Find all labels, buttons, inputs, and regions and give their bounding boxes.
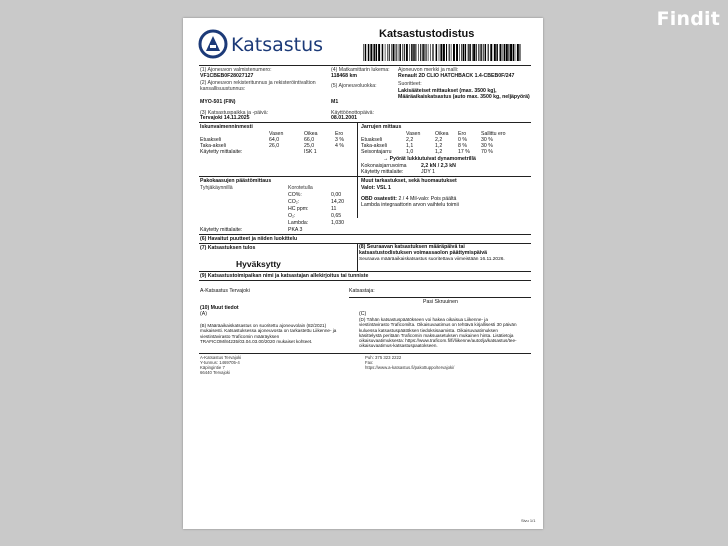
barcode-bar (465, 44, 467, 61)
barcode-bar (363, 44, 364, 61)
brake-cell: 30 % (481, 143, 493, 149)
barcode-bar (461, 44, 462, 61)
brake-row-label: Etuakseli (361, 137, 383, 143)
footer-left-3: Käpingintie 7 (200, 365, 225, 370)
barcode-bar (418, 44, 419, 61)
field-8-value: Seuraava määräaikaiskatsastus suoritettava viimeistään 16.11.2026. (359, 257, 505, 262)
footer-left-4: 66440 Tervajoki (200, 370, 231, 375)
barcode-bar (376, 44, 378, 61)
barcode-bar (483, 44, 484, 61)
barcode-bar (428, 44, 429, 61)
barcode-bar (368, 44, 370, 61)
barcode-bar (513, 44, 515, 61)
usage-value: Lakisääteiset mittaukset (max. 3500 kg), Määräaikaiskatsastus (auto max. 3500 kg, neljäpyörä) (398, 88, 530, 100)
barcode-bar (459, 44, 460, 61)
footer-right-1: Puh: 375 323 2222 (365, 355, 402, 360)
barcode-bar (399, 44, 401, 61)
field-10-title: (10) Muut tiedot (200, 305, 239, 311)
brake-cell: 1,0 (406, 149, 414, 155)
barcode-bar (472, 44, 473, 61)
barcode-bar (443, 44, 445, 61)
barcode-bar (496, 44, 498, 61)
barcode-bar (373, 44, 375, 61)
field-2-value: MYO-501 (FIN) (200, 99, 236, 105)
shock-row-left: 64,0 (269, 137, 280, 143)
shock-row-left: 26,0 (269, 143, 280, 149)
barcode-bar (420, 44, 421, 61)
barcode-bar (398, 44, 399, 61)
shock-row-right: 66,0 (304, 137, 315, 143)
barcode-bar (409, 44, 410, 61)
emission-sub2: Korotetulla (288, 185, 313, 191)
other-valot: Valot: VSL 1 (361, 185, 391, 191)
brake-cell: 70 % (481, 149, 493, 155)
barcode (363, 44, 523, 61)
barcode-bar (494, 44, 496, 61)
barcode-bar (468, 44, 469, 61)
logo-text: Katsastus (231, 34, 324, 56)
shock-row-diff: 4 % (335, 143, 344, 149)
barcode-bar (473, 44, 475, 61)
brake-col: Ero (458, 131, 467, 137)
emission-row-label: CO₂: (288, 199, 300, 205)
emission-sub: Tyhjäkäynnillä (200, 185, 233, 191)
field-3-label: (3) Katsastuspaikka ja -päivä: (200, 110, 269, 116)
barcode-bar (406, 44, 408, 61)
shock-row-right: 25,0 (304, 143, 315, 149)
field-5-label: (5) Ajoneuvoluokka: (331, 83, 377, 89)
emission-row-value: 1,030 (331, 220, 344, 226)
brake-device-value: JDY 1 (421, 169, 436, 175)
emission-row-value: 14,20 (331, 199, 344, 205)
barcode-bar (391, 44, 392, 61)
emission-row-value: 11 (331, 206, 337, 212)
barcode-bar (436, 44, 438, 61)
brake-cell: 1,1 (406, 143, 414, 149)
barcode-bar (463, 44, 464, 61)
shock-title: Iskunvaimenninmesti (200, 124, 253, 130)
barcode-bar (456, 44, 458, 61)
result-value: Hyväksytty (236, 259, 281, 269)
shock-col-diff: Ero (335, 131, 344, 137)
brake-note: → Pyörät lukkiutuivat dynamometrillä (383, 156, 476, 162)
footer-left-1: A-Katsastus Tervajoki (200, 355, 242, 360)
barcode-bar (519, 44, 520, 61)
barcode-bar (469, 44, 471, 61)
barcode-bar (413, 44, 415, 61)
barcode-bar (490, 44, 492, 61)
station-name: A-Katsastus Tervajoki (200, 288, 250, 294)
brake-total-value: 2,2 kN / 2,3 kN (421, 163, 456, 169)
field-3-value: Tervajoki 14.11.2025 (200, 115, 250, 121)
findit-logo[interactable]: Findit (656, 8, 720, 30)
brake-col: Vasen (406, 131, 421, 137)
barcode-bar (382, 44, 384, 61)
shock-col-left: Vasen (269, 131, 284, 137)
make-value: Renault 2D CLIO HATCHBACK 1.4-CBEB0F/247 (398, 73, 515, 79)
emission-row-label: CO%: (288, 192, 302, 198)
field-6-title: (6) Havaitut puutteet ja niiden luokittelu (200, 236, 298, 242)
brake-cell: 30 % (481, 137, 493, 143)
make-label: Ajoneuvon merkki ja malli: (398, 67, 459, 73)
barcode-bar (504, 44, 506, 61)
shock-row-label: Etuakseli (200, 137, 222, 143)
barcode-bar (415, 44, 416, 61)
barcode-bar (440, 44, 442, 61)
brake-cell: 1,2 (435, 149, 443, 155)
obd-value: 2 / 4 Mil-valo: Pois päältä (398, 196, 457, 202)
shock-device-value: ISK 1 (304, 149, 317, 155)
usage-label: Suoritteet: (398, 81, 422, 87)
barcode-bar (432, 44, 433, 61)
barcode-bar (449, 44, 450, 61)
barcode-bar (411, 44, 413, 61)
barcode-bar (404, 44, 405, 61)
barcode-bar (515, 44, 516, 61)
brake-col: Sallittu ero (481, 131, 506, 137)
brake-row-label: Seisontajarru (361, 149, 392, 155)
barcode-bar (446, 44, 447, 61)
barcode-bar (433, 44, 434, 61)
barcode-bar (500, 44, 502, 61)
emission-row-label: O₂: (288, 213, 296, 219)
field-1-label: (1) Ajoneuvon valmistenumero: (200, 67, 272, 73)
barcode-bar (488, 44, 489, 61)
barcode-bar (422, 44, 424, 61)
brake-device-label: Käytetty mittalaite: (361, 169, 404, 175)
barcode-bar (396, 44, 397, 61)
brake-cell: 8 % (458, 143, 467, 149)
inspector-name: Pasi Skruuinen (423, 299, 458, 305)
shock-device-label: Käytetty mittalaite: (200, 149, 243, 155)
brake-col: Oikea (435, 131, 449, 137)
page-number: Sivu 1/1 (521, 518, 536, 523)
shock-col-right: Oikea (304, 131, 318, 137)
barcode-bar (503, 44, 504, 61)
barcode-bar (508, 44, 509, 61)
barcode-bar (424, 44, 425, 61)
certificate-page (183, 18, 543, 529)
emission-device-label: Käytetty mittalaite: (200, 227, 243, 233)
brake-row-label: Taka-akseli (361, 143, 387, 149)
barcode-bar (476, 44, 477, 61)
obd-note: Lambda integraattorin arvon vaihtelu toimii (361, 202, 459, 208)
emission-row-label: HC ppm: (288, 206, 309, 212)
footer-left-2: Y-tunnus: 1469705-4 (200, 360, 240, 365)
brake-cell: 1,2 (435, 143, 443, 149)
emission-title: Pakokaasujen päästömittaus (200, 178, 272, 184)
footer-right-2: Fax: (365, 360, 374, 365)
barcode-bar (451, 44, 452, 61)
barcode-bar (510, 44, 512, 61)
barcode-bar (393, 44, 395, 61)
inspector-label: Katsastaja: (349, 288, 375, 294)
shock-row-label: Taka-akseli (200, 143, 226, 149)
katsastus-logo-icon (198, 29, 228, 59)
field-4-value: 118468 km (331, 73, 357, 79)
barcode-bar (365, 44, 367, 61)
page-title: Katsastustodistus (379, 28, 475, 40)
field-10-d: (D) Tähän katsastuspäätökseen voi hakea oikaisua Liikenne- ja viestintävirasto Traficomilta. Oikaisuvaatimus on tehtävä kirjallisesti 30 päivän kuluessa katsastuspäätöksen tiedoksisaamista. Oikaisuvaatimuksen käsittelystä peritään Traficomin maksuasetuksen mukainen hinta. Lisätietoja oikaisuvaatimuksesta: https://www.traficom.fi/fi/liikenne/autot/ja/katsastus/tee-oikaisuvaatimus-katsastuspaatokseen. (359, 317, 517, 349)
barcode-bar (378, 44, 380, 61)
field-10-c: (C) (359, 311, 367, 317)
barcode-bar (481, 44, 482, 61)
emission-row-label: Lambda: (288, 220, 309, 226)
barcode-bar (485, 44, 486, 61)
field-5-value: M1 (331, 99, 339, 105)
emission-row-value: 0,65 (331, 213, 342, 219)
barcode-bar (480, 44, 481, 61)
field-10-a: (A) (200, 311, 207, 317)
commission-value: 08.01.2001 (331, 115, 357, 121)
barcode-bar (430, 44, 431, 61)
field-9-title: (9) Katsastustoimipaikan nimi ja katsastajan allekirjoitus tai tunniste (200, 273, 369, 279)
barcode-bar (478, 44, 479, 61)
brake-total-label: Kokonaisjarruvoima (361, 163, 407, 169)
other-title: Muut tarkastukset, sekä huomautukset (361, 178, 457, 184)
field-8-title: (8) Seuraavan katsastuksen määräpäivä tai katsastustodistuksen voimassaolon päättymispäivä (359, 244, 488, 256)
barcode-bar (387, 44, 388, 61)
commission-label: Käyttöönottopäivä: (331, 110, 374, 116)
footer-right-3: https://www.a-katsastus.fi/pakottuppo/tervajoki/ (365, 365, 455, 370)
barcode-bar (389, 44, 390, 61)
barcode-bar (385, 44, 386, 61)
barcode-bar (517, 44, 519, 61)
barcode-bar (453, 44, 455, 61)
brake-cell: 2,2 (435, 137, 443, 143)
brake-title: Jarrujen mittaus (361, 124, 402, 130)
brake-cell: 17 % (458, 149, 470, 155)
obd-label: OBD osatestit: (361, 196, 398, 202)
shock-row-diff: 3 % (335, 137, 344, 143)
field-1-value: VF1CBEB0F28027127 (200, 73, 254, 79)
emission-device-value: PKA 3 (288, 227, 303, 233)
brake-cell: 0 % (458, 137, 467, 143)
barcode-bar (439, 44, 440, 61)
emission-row-value: 0,00 (331, 192, 342, 198)
field-4-label: (4) Matkamittarin lukema: (331, 67, 390, 73)
barcode-bar (506, 44, 508, 61)
field-7-title: (7) Katsastuksen tulos (200, 245, 256, 251)
field-2-label: (2) Ajoneuvon rekisteritunnus ja rekisteröintivaltion kansallisuustunnus: (200, 80, 316, 92)
barcode-bar (370, 44, 372, 61)
barcode-bar (426, 44, 427, 61)
brake-cell: 2,2 (406, 137, 414, 143)
field-10-b: (B) Määräaikaiskatsastus on suoritettu ajoneuvolain (82/2021) mukaisesti. Katsastuksessa ajoneuvosta on tarkastettu Liikenne- ja viestintävirasto Traficomin määräyksen TRAFICOM/84235/03.04.03.00/2020 mukaiset kohteet. (200, 323, 337, 344)
barcode-bar (402, 44, 403, 61)
